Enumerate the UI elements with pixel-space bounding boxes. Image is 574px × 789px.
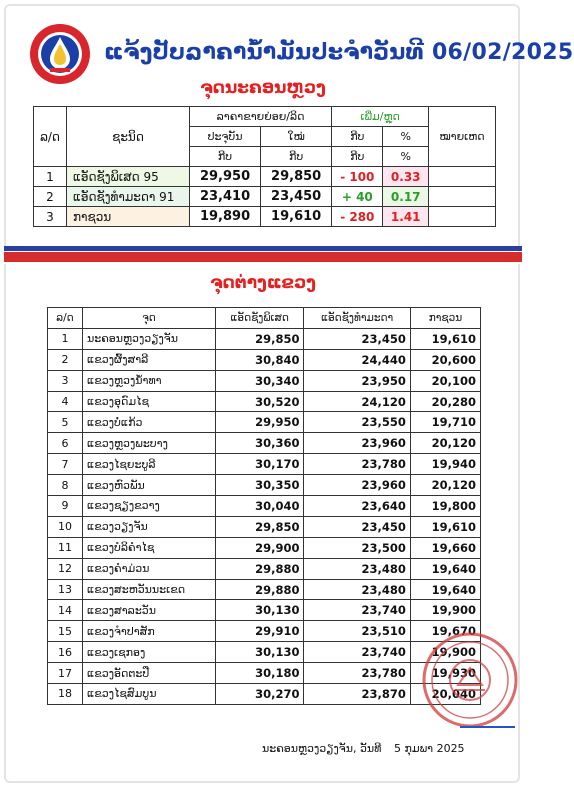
- table-row: [48, 433, 481, 454]
- regular-price: 23,510: [304, 621, 410, 642]
- col-current-header: ປະຈຸບັນ: [190, 127, 261, 147]
- table-row: [48, 454, 481, 475]
- premium-price: 30,130: [216, 600, 304, 621]
- col-premium-header: ແອັດຊັງພິເສດ: [216, 308, 304, 329]
- provinces-table-body: [48, 328, 481, 704]
- official-seal-icon: [420, 630, 520, 730]
- row-no: 18: [48, 684, 83, 705]
- note-cell: [429, 207, 496, 227]
- table-row: [48, 516, 481, 537]
- province-name: ແຂວງສະຫວັນນະເຂດ: [83, 579, 216, 600]
- diesel-price: 19,670: [410, 621, 480, 642]
- row-no: 9: [48, 496, 83, 517]
- note-cell: [429, 187, 496, 207]
- table-row: [48, 537, 481, 558]
- regular-price: 23,480: [304, 558, 410, 579]
- regular-price: 23,780: [304, 663, 410, 684]
- diesel-price: 19,900: [410, 642, 480, 663]
- price-pct: 1.41: [383, 207, 429, 227]
- regular-price: 23,870: [304, 684, 410, 705]
- change-label: ເພີ່ມ/ຫຼຸດ: [360, 110, 400, 123]
- row-no: 13: [48, 579, 83, 600]
- table-row: [48, 349, 481, 370]
- price-diff: - 280: [332, 207, 383, 227]
- row-no: 6: [48, 433, 83, 454]
- signature-underline: [460, 726, 515, 728]
- regular-price: 23,640: [304, 496, 410, 517]
- regular-price: 24,120: [304, 391, 410, 412]
- table-row: [48, 412, 481, 433]
- province-name: ແຂວງຄຳມ່ວນ: [83, 558, 216, 579]
- table-row: [48, 642, 481, 663]
- price-new: 23,450: [261, 187, 332, 207]
- fuel-name: ແອັດຊັງພິເສດ 95: [67, 167, 190, 187]
- premium-price: 30,840: [216, 349, 304, 370]
- province-name: ແຂວງຊຽງຂວາງ: [83, 496, 216, 517]
- row-no: 12: [48, 558, 83, 579]
- row-no: 8: [48, 475, 83, 496]
- province-name: ແຂວງອັດຕະປື: [83, 663, 216, 684]
- table-row: [48, 328, 481, 349]
- col-diesel-header: ກາຊວນ: [410, 308, 480, 329]
- premium-price: 30,360: [216, 433, 304, 454]
- regular-price: 23,960: [304, 475, 410, 496]
- province-name: ແຂວງຜົ້ງສາລີ: [83, 349, 216, 370]
- capital-subtitle: ຈຸດນະຄອນຫຼວງ: [200, 78, 326, 98]
- table-row: [48, 496, 481, 517]
- row-no: 7: [48, 454, 83, 475]
- stripe-white: [4, 262, 522, 264]
- table-row: [48, 579, 481, 600]
- province-name: ແຂວງສາລະວັນ: [83, 600, 216, 621]
- premium-price: 30,270: [216, 684, 304, 705]
- premium-price: 30,340: [216, 370, 304, 391]
- table-header-row: [34, 107, 496, 127]
- diesel-price: 19,800: [410, 496, 480, 517]
- price-new: 29,850: [261, 167, 332, 187]
- premium-price: 30,130: [216, 642, 304, 663]
- col-point-header: ຈຸດ: [83, 308, 216, 329]
- stripe-blue: [4, 246, 522, 251]
- unit-kip: ກີບ: [190, 147, 261, 167]
- diesel-price: 19,940: [410, 454, 480, 475]
- price-pct: 0.33: [383, 167, 429, 187]
- diesel-price: 19,640: [410, 579, 480, 600]
- row-no: 3: [48, 370, 83, 391]
- petroleum-drop-logo-icon: [28, 22, 92, 86]
- regular-price: 23,960: [304, 433, 410, 454]
- footer-date: 5 ກຸມພາ 2025: [394, 742, 465, 755]
- price-current: 29,950: [190, 167, 261, 187]
- regular-price: 23,450: [304, 328, 410, 349]
- diesel-price: 19,640: [410, 558, 480, 579]
- col-kip-diff-header: ກີບ: [332, 127, 383, 147]
- diesel-price: 19,930: [410, 663, 480, 684]
- unit-kip: ກີບ: [332, 147, 383, 167]
- row-no: 2: [48, 349, 83, 370]
- provinces-subtitle: ຈຸດຕ່າງແຂວງ: [210, 273, 316, 293]
- col-change-header: [332, 107, 429, 127]
- table-header-row: [48, 308, 481, 329]
- footer-place: ນະຄອນຫຼວງວຽງຈັນ, ວັນທີ: [262, 742, 382, 755]
- row-no: 3: [34, 207, 67, 227]
- row-no: 17: [48, 663, 83, 684]
- diesel-price: 19,900: [410, 600, 480, 621]
- diesel-price: 19,660: [410, 537, 480, 558]
- diesel-price: 20,600: [410, 349, 480, 370]
- page-title: ແຈ້ງປັບລາຄານ້ຳມັນປະຈຳວັນທີ 06/02/2025: [104, 40, 574, 65]
- col-no-header: ລ/ດ: [48, 308, 83, 329]
- regular-price: 23,740: [304, 600, 410, 621]
- row-no: 10: [48, 516, 83, 537]
- table-row: [48, 370, 481, 391]
- price-current: 23,410: [190, 187, 261, 207]
- row-no: 4: [48, 391, 83, 412]
- province-name: ແຂວງຫົວພັນ: [83, 475, 216, 496]
- price-diff: - 100: [332, 167, 383, 187]
- table-row: [34, 187, 496, 207]
- row-no: 16: [48, 642, 83, 663]
- diesel-price: 19,610: [410, 516, 480, 537]
- unit-percent: %: [383, 147, 429, 167]
- regular-price: 23,450: [304, 516, 410, 537]
- premium-price: 29,850: [216, 516, 304, 537]
- col-regular-header: ແອັດຊັງທຳມະດາ: [304, 308, 410, 329]
- fuel-name: ກາຊວນ: [67, 207, 190, 227]
- unit-kip: ກີບ: [261, 147, 332, 167]
- premium-price: 30,170: [216, 454, 304, 475]
- regular-price: 23,740: [304, 642, 410, 663]
- col-no-header: ລ/ດ: [34, 107, 67, 167]
- col-note-header: ໝາຍເຫດ: [429, 107, 496, 167]
- table-row: [34, 167, 496, 187]
- regular-price: 23,780: [304, 454, 410, 475]
- capital-price-table: [33, 106, 496, 227]
- fuel-name: ແອັດຊັງທຳມະດາ 91: [67, 187, 190, 207]
- premium-price: 29,850: [216, 328, 304, 349]
- price-pct: 0.17: [383, 187, 429, 207]
- province-name: ແຂວງເຊກອງ: [83, 642, 216, 663]
- row-no: 1: [48, 328, 83, 349]
- regular-price: 23,500: [304, 537, 410, 558]
- regular-price: 23,550: [304, 412, 410, 433]
- premium-price: 29,900: [216, 537, 304, 558]
- provinces-price-table: [47, 307, 481, 705]
- row-no: 5: [48, 412, 83, 433]
- regular-price: 23,950: [304, 370, 410, 391]
- province-name: ແຂວງຈຳປາສັກ: [83, 621, 216, 642]
- regular-price: 23,480: [304, 579, 410, 600]
- province-name: ແຂວງຫຼວງພະບາງ: [83, 433, 216, 454]
- col-retail-header: ລາຄາຂາຍຍ່ອຍ/ລິດ: [190, 107, 332, 127]
- table-row: [48, 663, 481, 684]
- price-new: 19,610: [261, 207, 332, 227]
- table-row: [34, 207, 496, 227]
- premium-price: 29,910: [216, 621, 304, 642]
- premium-price: 30,350: [216, 475, 304, 496]
- province-name: ນະຄອນຫຼວງວຽງຈັນ: [83, 328, 216, 349]
- col-new-header: ໃໝ່: [261, 127, 332, 147]
- col-type-header: ຊະນິດ: [67, 107, 190, 167]
- table-row: [48, 684, 481, 705]
- table-row: [48, 600, 481, 621]
- premium-price: 30,040: [216, 496, 304, 517]
- table-row: [48, 391, 481, 412]
- table-row: [48, 621, 481, 642]
- premium-price: 30,180: [216, 663, 304, 684]
- table-row: [48, 475, 481, 496]
- diesel-price: 20,040: [410, 684, 480, 705]
- diesel-price: 19,610: [410, 328, 480, 349]
- row-no: 15: [48, 621, 83, 642]
- province-name: ແຂວງຫຼວງນ້ຳທາ: [83, 370, 216, 391]
- premium-price: 29,880: [216, 558, 304, 579]
- regular-price: 24,440: [304, 349, 410, 370]
- stripe-red: [4, 252, 522, 262]
- row-no: 11: [48, 537, 83, 558]
- province-name: ແຂວງໄຊຍະບູລີ: [83, 454, 216, 475]
- row-no: 14: [48, 600, 83, 621]
- price-current: 19,890: [190, 207, 261, 227]
- province-name: ແຂວງບໍ່ແກ້ວ: [83, 412, 216, 433]
- diesel-price: 20,280: [410, 391, 480, 412]
- price-diff: + 40: [332, 187, 383, 207]
- diesel-price: 20,120: [410, 433, 480, 454]
- province-name: ແຂວງວຽງຈັນ: [83, 516, 216, 537]
- diesel-price: 20,120: [410, 475, 480, 496]
- premium-price: 29,880: [216, 579, 304, 600]
- diesel-price: 19,710: [410, 412, 480, 433]
- province-name: ແຂວງໄຊສົມບູນ: [83, 684, 216, 705]
- table-row: [48, 558, 481, 579]
- premium-price: 30,520: [216, 391, 304, 412]
- premium-price: 29,950: [216, 412, 304, 433]
- row-no: 1: [34, 167, 67, 187]
- province-name: ແຂວງອຸດົມໄຊ: [83, 391, 216, 412]
- note-cell: [429, 167, 496, 187]
- province-name: ແຂວງບໍລິຄຳໄຊ: [83, 537, 216, 558]
- diesel-price: 20,100: [410, 370, 480, 391]
- row-no: 2: [34, 187, 67, 207]
- col-percent-header: %: [383, 127, 429, 147]
